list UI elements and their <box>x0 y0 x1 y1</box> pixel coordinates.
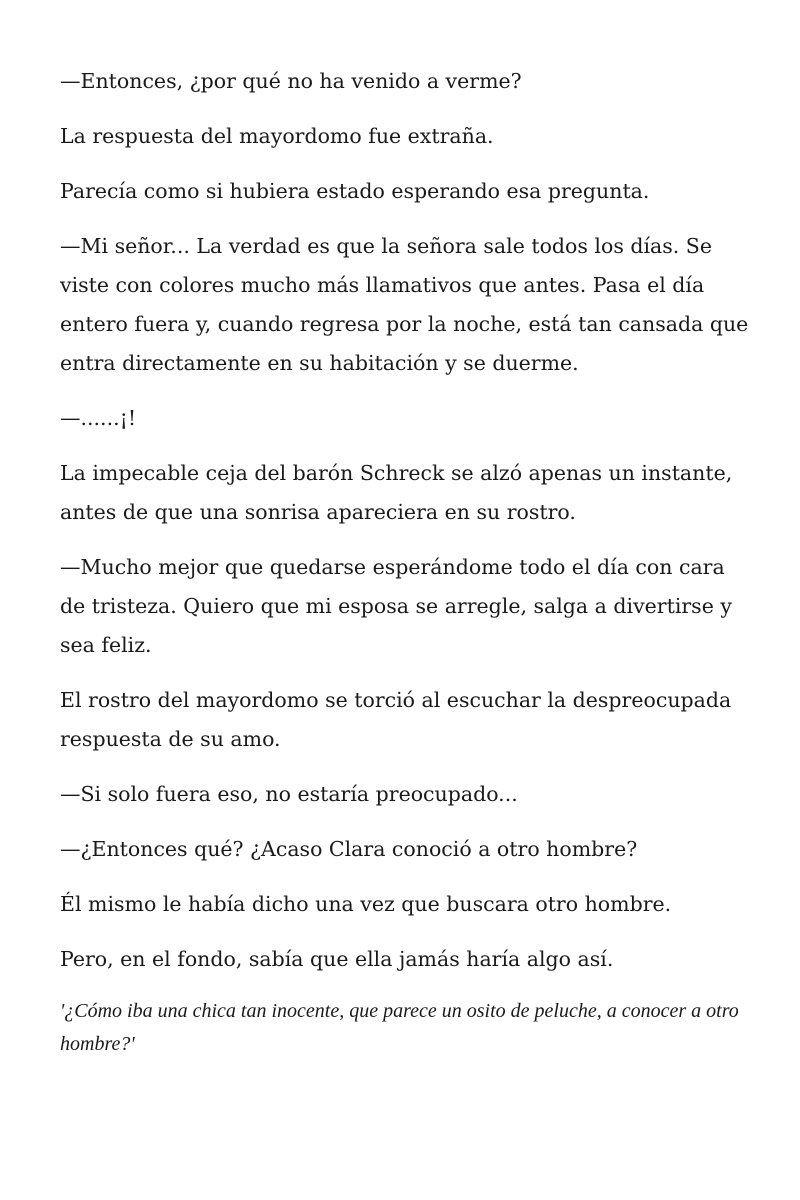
paragraph-narration: Pero, en el fondo, sabía que ella jamás haría algo así. <box>60 947 614 971</box>
paragraph-dialogue: —¿Entonces qué? ¿Acaso Clara conoció a otro hombre? <box>60 837 638 861</box>
paragraph-inner-thought: '¿Cómo iba una chica tan inocente, que parece un osito de peluche, a conocer a otro hombre?' <box>60 1000 739 1055</box>
reading-page <box>60 62 750 1077</box>
paragraph-dialogue: —Si solo fuera eso, no estaría preocupado... <box>60 782 518 806</box>
paragraph-narration: La impecable ceja del barón Schreck se alzó apenas un instante, antes de que una sonrisa apareciera en su rostro. <box>60 461 733 524</box>
paragraph-narration: Parecía como si hubiera estado esperando esa pregunta. <box>60 179 650 203</box>
paragraph-dialogue: —Entonces, ¿por qué no ha venido a verme? <box>60 69 522 93</box>
paragraph-dialogue: —Mi señor... La verdad es que la señora sale todos los días. Se viste con colores mucho más llamativos que antes. Pasa el día entero fuera y, cuando regresa por la noche, está tan cansada que entra directamente en su habitación y se duerme. <box>60 234 749 375</box>
paragraph-narration: El rostro del mayordomo se torció al escuchar la despreocupada respuesta de su amo. <box>60 688 732 751</box>
paragraph-dialogue: —......¡! <box>60 406 137 430</box>
paragraph-narration: La respuesta del mayordomo fue extraña. <box>60 124 494 148</box>
paragraph-dialogue: —Mucho mejor que quedarse esperándome todo el día con cara de tristeza. Quiero que mi esposa se arregle, salga a divertirse y sea feliz. <box>60 555 732 657</box>
paragraph-narration: Él mismo le había dicho una vez que buscara otro hombre. <box>60 892 672 916</box>
